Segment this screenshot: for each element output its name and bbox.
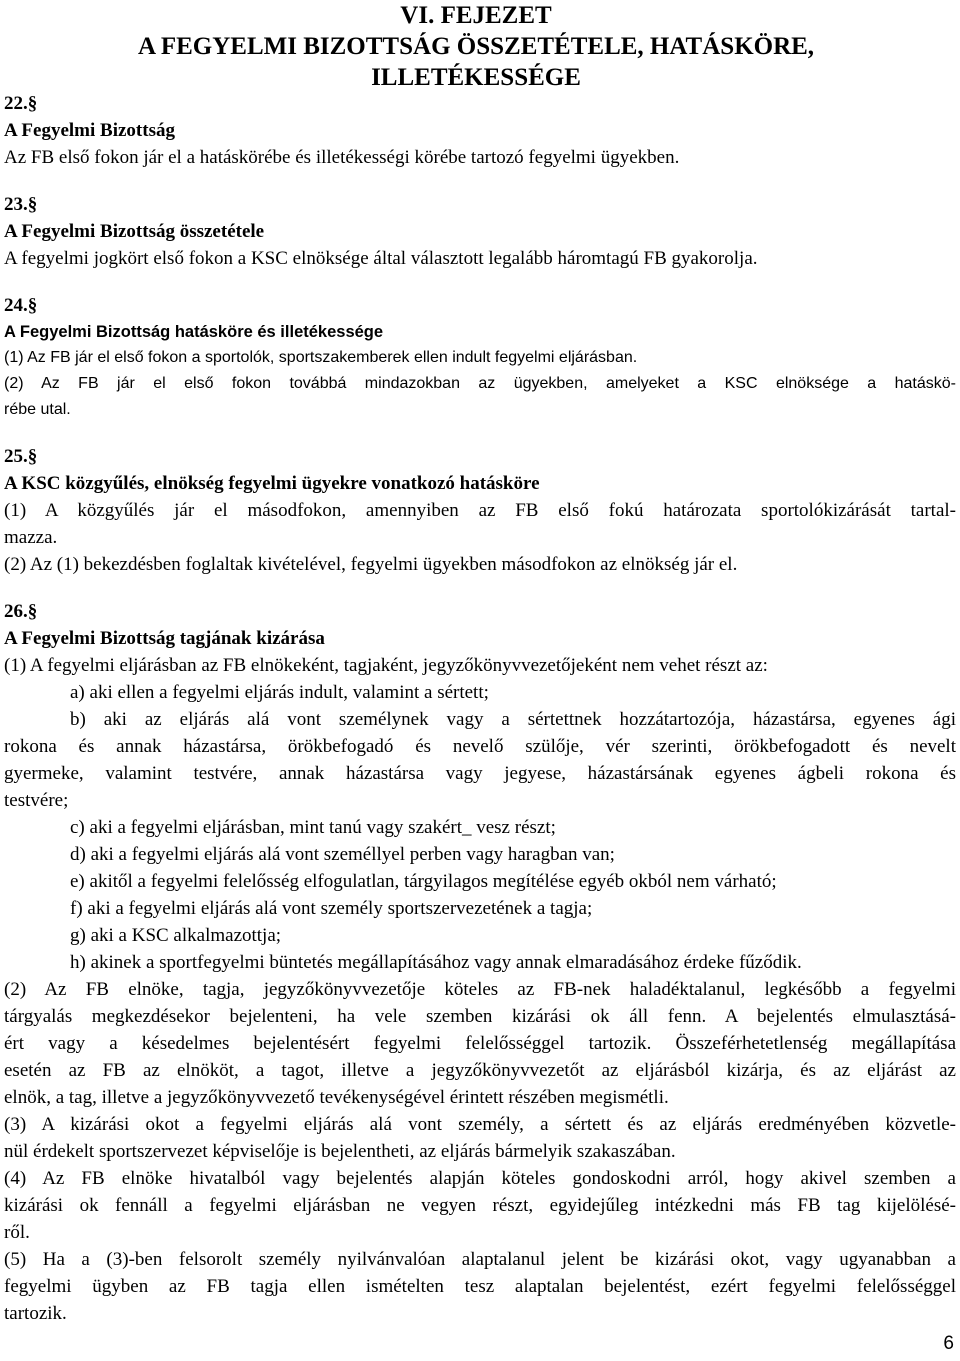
section-heading: A Fegyelmi Bizottság összetétele bbox=[4, 221, 265, 242]
list-item: h) akinek a sportfegyelmi büntetés megállapításához vagy annak elmaradásához érdeke fűződik. bbox=[70, 952, 802, 973]
list-item: d) aki a fegyelmi eljárás alá vont személlyel perben vagy haragban van; bbox=[70, 844, 615, 865]
chapter-title-line1: A FEGYELMI BIZOTTSÁG ÖSSZETÉTELE, HATÁSKÖRE, bbox=[137, 33, 815, 60]
section-heading: A Fegyelmi Bizottság hatásköre és illetékessége bbox=[4, 323, 384, 341]
section-heading: A KSC közgyűlés, elnökség fegyelmi ügyekre vonatkozó hatásköre bbox=[4, 473, 540, 494]
paragraph: rébe utal. bbox=[4, 401, 71, 418]
section-25 bbox=[4, 443, 956, 578]
section-heading: A Fegyelmi Bizottság bbox=[4, 120, 175, 141]
paragraph: Az FB első fokon jár el a hatáskörébe és illetékességi körébe tartozó fegyelmi ügyekben. bbox=[4, 147, 680, 168]
paragraph: (5) Ha a (3)-ben felsorolt személy nyilvánvalóan alaptalanul jelent be kizárási okot, vagy ugyanabban a bbox=[4, 1249, 956, 1270]
paragraph: ért vagy a késedelmes bejelentésért fegyelmi felelősséggel tartozik. Összeférhetetlenség megállapítása bbox=[4, 1033, 956, 1054]
section-heading: A Fegyelmi Bizottság tagjának kizárása bbox=[4, 628, 325, 649]
paragraph: (1) Az FB jár el első fokon a sportolók, sportszakemberek ellen indult fegyelmi eljárásban. bbox=[4, 349, 638, 366]
paragraph: (2) Az FB jár el első fokon továbbá mindazokban az ügyekben, amelyeket a KSC elnöksége a hatáskö- bbox=[4, 375, 956, 392]
section-number: 22.§ bbox=[4, 93, 38, 114]
section-number: 26.§ bbox=[4, 601, 38, 622]
paragraph: ről. bbox=[4, 1222, 30, 1243]
chapter-title-line2: ILLETÉKESSÉGE bbox=[371, 64, 581, 91]
paragraph: esetén az FB az elnököt, a tagot, illetve a jegyzőkönyvvezetőt az eljárásból kizárja, és az eljárást az bbox=[4, 1060, 956, 1081]
list-item: c) aki a fegyelmi eljárásban, mint tanú vagy szakért_ vesz részt; bbox=[70, 817, 556, 838]
page-number: 6 bbox=[943, 1333, 954, 1354]
list-item: a) aki ellen a fegyelmi eljárás indult, valamint a sértett; bbox=[70, 682, 489, 703]
paragraph: kizárási ok fennáll a fegyelmi eljárásban ne vegyen részt, egyidejűleg intézkedni más FB tag kijelölésé- bbox=[4, 1195, 956, 1216]
paragraph: tartozik. bbox=[4, 1303, 67, 1324]
paragraph: (2) Az (1) bekezdésben foglaltak kivételével, fegyelmi ügyekben másodfokon az elnökség jár el. bbox=[4, 554, 738, 575]
section-24 bbox=[4, 292, 956, 423]
paragraph: (3) A kizárási okot a fegyelmi eljárás alá vont személy, a sértett és az eljárás eredményében közvetle- bbox=[4, 1114, 956, 1135]
paragraph: nül érdekelt sportszervezet képviselője is bejelentheti, az eljárás bármelyik szakaszában. bbox=[4, 1141, 676, 1162]
section-number: 25.§ bbox=[4, 446, 38, 467]
paragraph: fegyelmi ügyben az FB tagja ellen ismételten tesz alaptalan bejelentést, ezért fegyelmi felelősséggel bbox=[4, 1276, 956, 1297]
list-item: testvére; bbox=[4, 790, 69, 811]
section-number: 23.§ bbox=[4, 194, 38, 215]
list-item: e) akitől a fegyelmi felelősség elfogulatlan, tárgyilagos megítélése egyéb okból nem várható; bbox=[70, 871, 777, 892]
section-number: 24.§ bbox=[4, 295, 38, 316]
list-item: rokona és annak házastársa, örökbefogadó és nevelő szülője, vér szerinti, örökbefogadott és nevelt bbox=[4, 736, 956, 757]
paragraph: (1) A közgyűlés jár el másodfokon, amennyiben az FB első fokú határozata sportolókizárását tartal- bbox=[4, 500, 956, 521]
paragraph: (1) A fegyelmi eljárásban az FB elnökeként, tagjaként, jegyzőkönyvvezetőjeként nem vehet részt az: bbox=[4, 655, 768, 676]
paragraph: (2) Az FB elnöke, tagja, jegyzőkönyvvezetője köteles az FB-nek haladéktalanul, legkésőbb a fegyelmi bbox=[4, 979, 956, 1000]
chapter-title bbox=[118, 0, 834, 93]
list-item: f) aki a fegyelmi eljárás alá vont személy sportszervezetének a tagja; bbox=[70, 898, 593, 919]
section-22 bbox=[4, 90, 956, 171]
paragraph: tárgyalás megkezdésekor bejelenteni, ha vele szemben kizárási ok áll fenn. A bejelentés elmulasztásá- bbox=[4, 1006, 956, 1027]
paragraph: (4) Az FB elnöke hivatalból vagy bejelentés alapján köteles gondoskodni arról, hogy akivel szemben a bbox=[4, 1168, 956, 1189]
paragraph: mazza. bbox=[4, 527, 58, 548]
paragraph: elnök, a tag, illetve a jegyzőkönyvvezető tevékenységével érintett részében megismétli. bbox=[4, 1087, 669, 1108]
list-item: g) aki a KSC alkalmazottja; bbox=[70, 925, 282, 946]
section-26 bbox=[4, 598, 956, 1327]
paragraph: A fegyelmi jogkört első fokon a KSC elnöksége által választott legalább háromtagú FB gyakorolja. bbox=[4, 248, 758, 269]
section-23 bbox=[4, 191, 956, 272]
chapter-number: VI. FEJEZET bbox=[400, 2, 552, 29]
list-item: b) aki az eljárás alá vont személynek vagy a sértettnek hozzátartozója, házastársa, egyenes ági bbox=[70, 709, 956, 730]
list-item: gyermeke, valamint testvére, annak házastársa vagy jegyese, házastársának egyenes ágbeli rokona és bbox=[4, 763, 956, 784]
document-body bbox=[4, 90, 956, 1327]
